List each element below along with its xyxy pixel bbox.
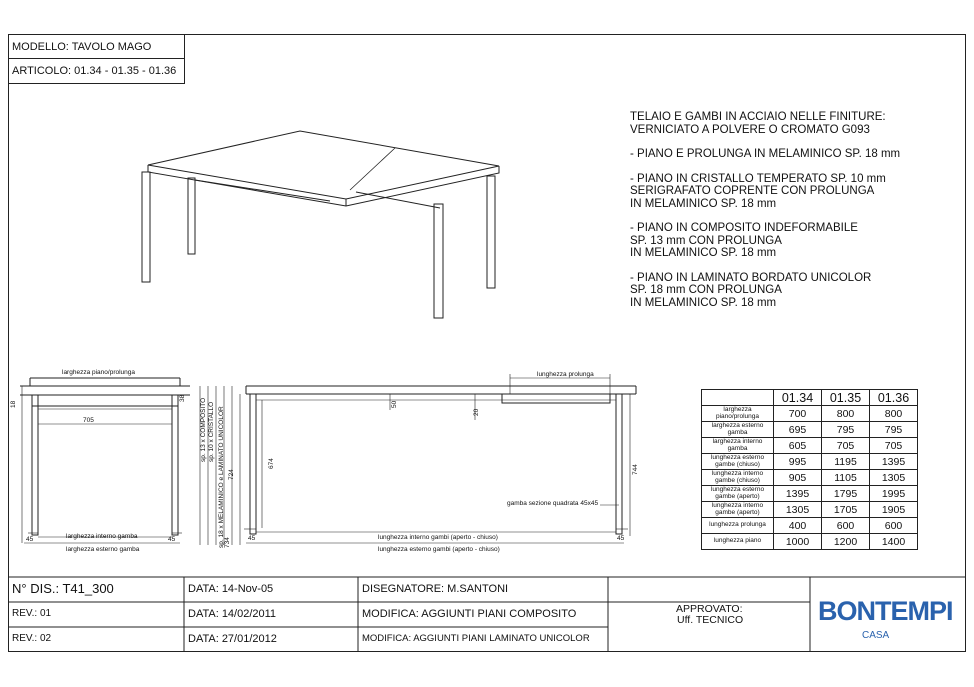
label-sp13: sp. 13 x COMPOSITO — [200, 397, 207, 462]
bontempi-logo-casa: CASA — [862, 630, 890, 641]
articolo-cell: ARTICOLO: 01.34 - 01.35 - 01.36 — [8, 58, 185, 84]
row-value: 605 — [774, 438, 822, 454]
row-value: 1000 — [774, 534, 822, 550]
row-value: 1995 — [870, 486, 918, 502]
row-value: 1195 — [822, 454, 870, 470]
row-label: larghezza esterno gamba — [702, 422, 774, 438]
approvato-label: APPROVATO: — [676, 603, 743, 615]
front-view — [20, 378, 190, 543]
label-50: 50 — [391, 400, 398, 408]
row-value: 995 — [774, 454, 822, 470]
label-45-side-left: 45 — [248, 535, 256, 542]
row-value: 600 — [822, 518, 870, 534]
desc-laminato: - PIANO IN LAMINATO BORDATO UNICOLOR SP. 18 mm CON PROLUNGA IN MELAMINICO SP. 18 mm — [630, 271, 872, 309]
row-label: lunghezza interno gambe (aperto) — [702, 502, 774, 518]
table-row — [702, 406, 918, 422]
spec-col-0134: 01.34 — [774, 390, 822, 406]
row-value: 905 — [774, 470, 822, 486]
row-label: lunghezza interno gambe (chiuso) — [702, 470, 774, 486]
label-lunghezza-prolunga: lunghezza prolunga — [537, 371, 594, 378]
rev-02: REV.: 02 — [12, 633, 52, 644]
label-45-right: 45 — [168, 536, 176, 543]
table-row — [702, 486, 918, 502]
row-value: 1795 — [822, 486, 870, 502]
table-row — [702, 438, 918, 454]
row-value: 400 — [774, 518, 822, 534]
spec-table — [701, 389, 918, 550]
table-row — [702, 422, 918, 438]
rev-01: REV.: 01 — [12, 608, 52, 619]
row-value: 1395 — [774, 486, 822, 502]
table-row — [702, 470, 918, 486]
designer: DISEGNATORE: M.SANTONI — [362, 583, 509, 595]
modello-cell: MODELLO: TAVOLO MAGO — [8, 34, 185, 59]
bontempi-logo: BONTEMPI — [818, 596, 953, 626]
spec-col-0136: 01.36 — [870, 390, 918, 406]
label-larghezza-interno: larghezza interno gamba — [66, 533, 138, 540]
row-value: 700 — [774, 406, 822, 422]
row-value: 795 — [822, 422, 870, 438]
row-value: 705 — [870, 438, 918, 454]
label-lunghezza-esterno: lunghezza esterno gambi (aperto - chiuso) — [378, 546, 500, 553]
side-view — [240, 374, 636, 545]
row-value: 1400 — [870, 534, 918, 550]
label-38: 38 — [179, 394, 186, 402]
date-rev-02: DATA: 27/01/2012 — [188, 633, 277, 645]
table-row — [702, 534, 918, 550]
row-value: 1705 — [822, 502, 870, 518]
row-label: lunghezza prolunga — [702, 518, 774, 534]
row-value: 800 — [870, 406, 918, 422]
row-value: 1105 — [822, 470, 870, 486]
label-724: 724 — [228, 469, 235, 480]
spec-corner-cell — [702, 390, 774, 406]
label-734: 734 — [224, 537, 231, 548]
label-sp18: sp. 18 x MELAMINICO e LAMINATO UNICOLOR — [218, 406, 225, 548]
row-label: larghezza piano/prolunga — [702, 406, 774, 422]
row-value: 1305 — [870, 470, 918, 486]
desc-cristallo: - PIANO IN CRISTALLO TEMPERATO SP. 10 mm SERIGRAFATO COPRENTE CON PROLUNGA IN MELAMINICO SP. 18 mm — [630, 172, 886, 210]
label-gamba-sezione: gamba sezione quadrata 45x45 — [507, 500, 599, 507]
desc-melaminico: - PIANO E PROLUNGA IN MELAMINICO SP. 18 mm — [630, 148, 901, 160]
row-label: lunghezza esterno gambe (chiuso) — [702, 454, 774, 470]
row-value: 800 — [822, 406, 870, 422]
table-perspective-view — [142, 131, 499, 318]
label-lunghezza-interno: lunghezza interno gambi (aperto - chiuso) — [378, 534, 498, 541]
row-label: lunghezza esterno gambe (aperto) — [702, 486, 774, 502]
row-value: 1395 — [870, 454, 918, 470]
row-value: 705 — [822, 438, 870, 454]
spec-col-0135: 01.35 — [822, 390, 870, 406]
row-value: 1305 — [774, 502, 822, 518]
date-rev-01: DATA: 14/02/2011 — [188, 608, 277, 620]
row-value: 600 — [870, 518, 918, 534]
label-larghezza-esterno: larghezza esterno gamba — [66, 546, 140, 553]
modifica-02: MODIFICA: AGGIUNTI PIANI LAMINATO UNICOLOR — [362, 633, 590, 644]
desc-composito: - PIANO IN COMPOSITO INDEFORMABILE SP. 13 mm CON PROLUNGA IN MELAMINICO SP. 18 mm — [630, 222, 858, 259]
label-744: 744 — [632, 464, 639, 475]
label-sp10: sp. 10 x CRISTALLO — [208, 401, 215, 462]
label-18: 18 — [10, 400, 17, 408]
date-creation: DATA: 14-Nov-05 — [188, 583, 274, 595]
spec-table-header — [702, 390, 918, 406]
row-value: 1905 — [870, 502, 918, 518]
row-label: larghezza interno gamba — [702, 438, 774, 454]
approvato-uff: Uff. TECNICO — [677, 614, 744, 626]
row-value: 695 — [774, 422, 822, 438]
desc-telaio: TELAIO E GAMBI IN ACCIAIO NELLE FINITURE: VERNICIATO A POLVERE O CROMATO G093 — [630, 111, 886, 136]
modifica-01: MODIFICA: AGGIUNTI PIANI COMPOSITO — [362, 608, 577, 620]
label-larghezza-piano: larghezza piano/prolunga — [62, 369, 135, 376]
label-20: 20 — [473, 408, 480, 416]
label-45-side-right: 45 — [617, 535, 625, 542]
table-row — [702, 518, 918, 534]
row-value: 1200 — [822, 534, 870, 550]
dis-number: N° DIS.: T41_300 — [12, 581, 114, 596]
label-45-left: 45 — [26, 536, 34, 543]
row-label: lunghezza piano — [702, 534, 774, 550]
label-705: 705 — [83, 417, 94, 424]
label-674: 674 — [268, 458, 275, 469]
table-row — [702, 502, 918, 518]
table-row — [702, 454, 918, 470]
row-value: 795 — [870, 422, 918, 438]
